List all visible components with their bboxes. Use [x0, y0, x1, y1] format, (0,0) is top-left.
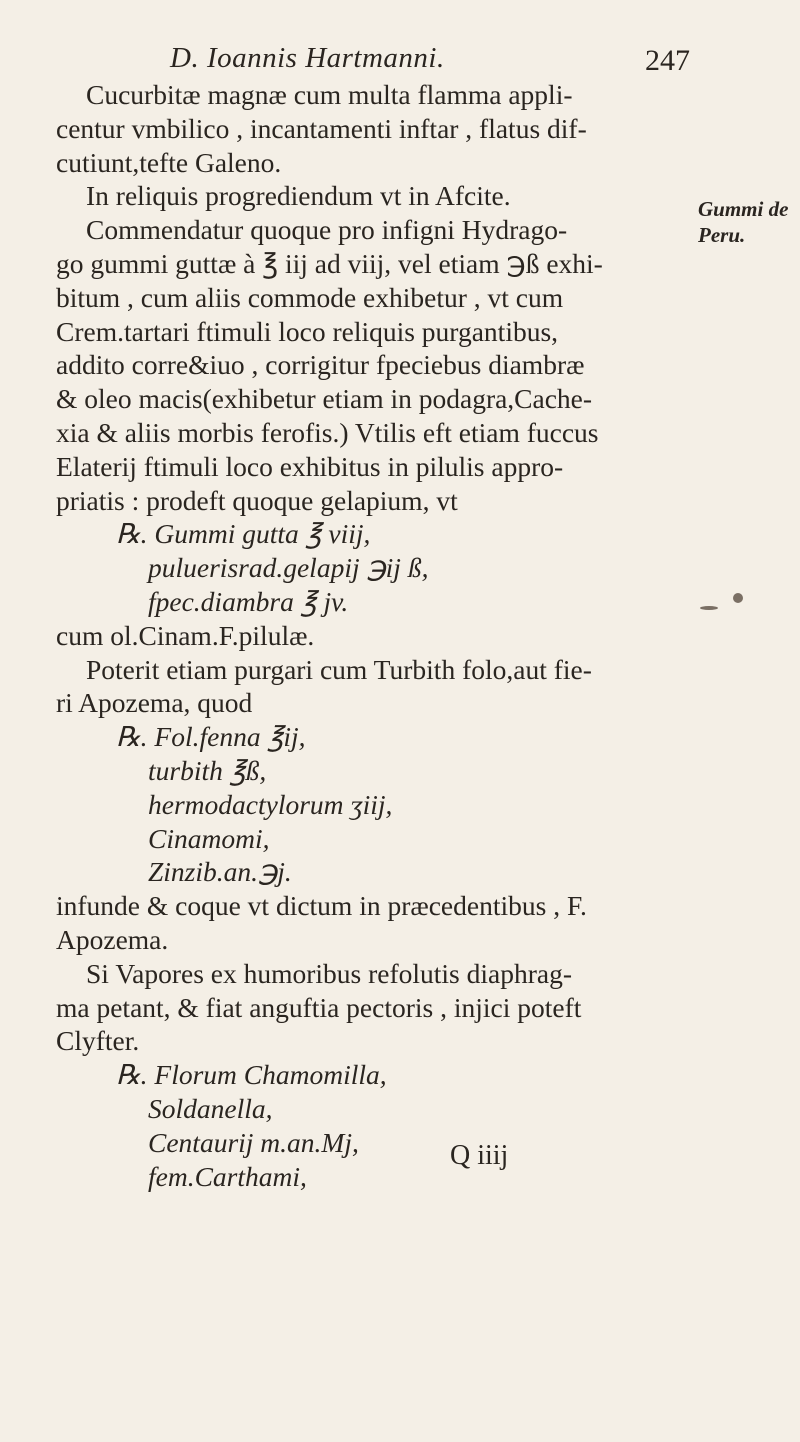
text-line: hermodactylorum ʒiij, — [148, 788, 393, 820]
text-line: fpec.diambra ℥ jv. — [148, 585, 349, 617]
text-line: Cinamomi, — [148, 822, 270, 854]
text-line: cum ol.Cinam.F.pilulæ. — [56, 619, 315, 651]
signature-mark: Q iiij — [450, 1140, 509, 1171]
ink-speck — [700, 606, 718, 610]
text-line: ℞. Fol.fenna ℥ij, — [116, 721, 306, 753]
margin-note: Gummi de Peru. — [698, 197, 789, 247]
text-line: go gummi guttæ à ℥ iij ad viij, vel etiam ℈ß exhi- — [56, 247, 603, 279]
text-line: bitum , cum aliis commode exhibetur , vt cum — [56, 281, 564, 313]
text-line: In reliquis progrediendum vt in Afcite. — [86, 180, 511, 212]
text-line: Crem.tartari ftimuli loco reliquis purgantibus, — [56, 315, 559, 347]
text-line: & oleo macis(exhibetur etiam in podagra,Cache- — [56, 383, 593, 415]
text-line: Si Vapores ex humoribus refolutis diaphrag- — [86, 957, 573, 989]
page-header — [170, 42, 690, 82]
text-line: Zinzib.an.℈j. — [148, 856, 292, 888]
text-line: cutiunt,tefte Galeno. — [56, 146, 282, 178]
ink-speck — [733, 593, 743, 603]
text-body — [56, 78, 716, 1193]
text-line: ℞. Florum Chamomilla, — [116, 1059, 387, 1091]
text-line: Elaterij ftimuli loco exhibitus in pilulis appro- — [56, 450, 564, 482]
text-line: Commendatur quoque pro infigni Hydrago- — [86, 214, 568, 246]
text-line: Clyfter. — [56, 1025, 140, 1057]
text-line: centur vmbilico , incantamenti inftar , flatus dif- — [56, 112, 587, 144]
text-line: Cucurbitæ magnæ cum multa flamma appli- — [86, 79, 573, 110]
text-line: infunde & coque vt dictum in præcedentibus , F. — [56, 890, 587, 922]
page-number: 247 — [645, 44, 690, 77]
text-line: Poterit etiam purgari cum Turbith folo,aut fie- — [86, 653, 592, 685]
text-line: Centaurij m.an.Mj, — [148, 1126, 359, 1158]
text-line: fem.Carthami, — [148, 1160, 307, 1192]
text-line: Apozema. — [56, 923, 169, 955]
text-line: xia & aliis morbis ferofis.) Vtilis eft etiam fuccus — [56, 416, 599, 448]
text-line: addito corre&iuo , corrigitur fpeciebus diambræ — [56, 349, 585, 381]
text-line: turbith ℥ß, — [148, 754, 267, 786]
text-line: puluerisrad.gelapij ℈ij ß, — [148, 552, 429, 584]
running-title: D. Ioannis Hartmanni. — [170, 42, 445, 74]
text-line: ℞. Gummi gutta ℥ viij, — [116, 518, 371, 550]
text-line: ri Apozema, quod — [56, 687, 253, 719]
text-line: Soldanella, — [148, 1092, 273, 1124]
text-line: ma petant, & fiat anguftia pectoris , injici poteft — [56, 991, 582, 1023]
text-line: priatis : prodeft quoque gelapium, vt — [56, 484, 458, 516]
